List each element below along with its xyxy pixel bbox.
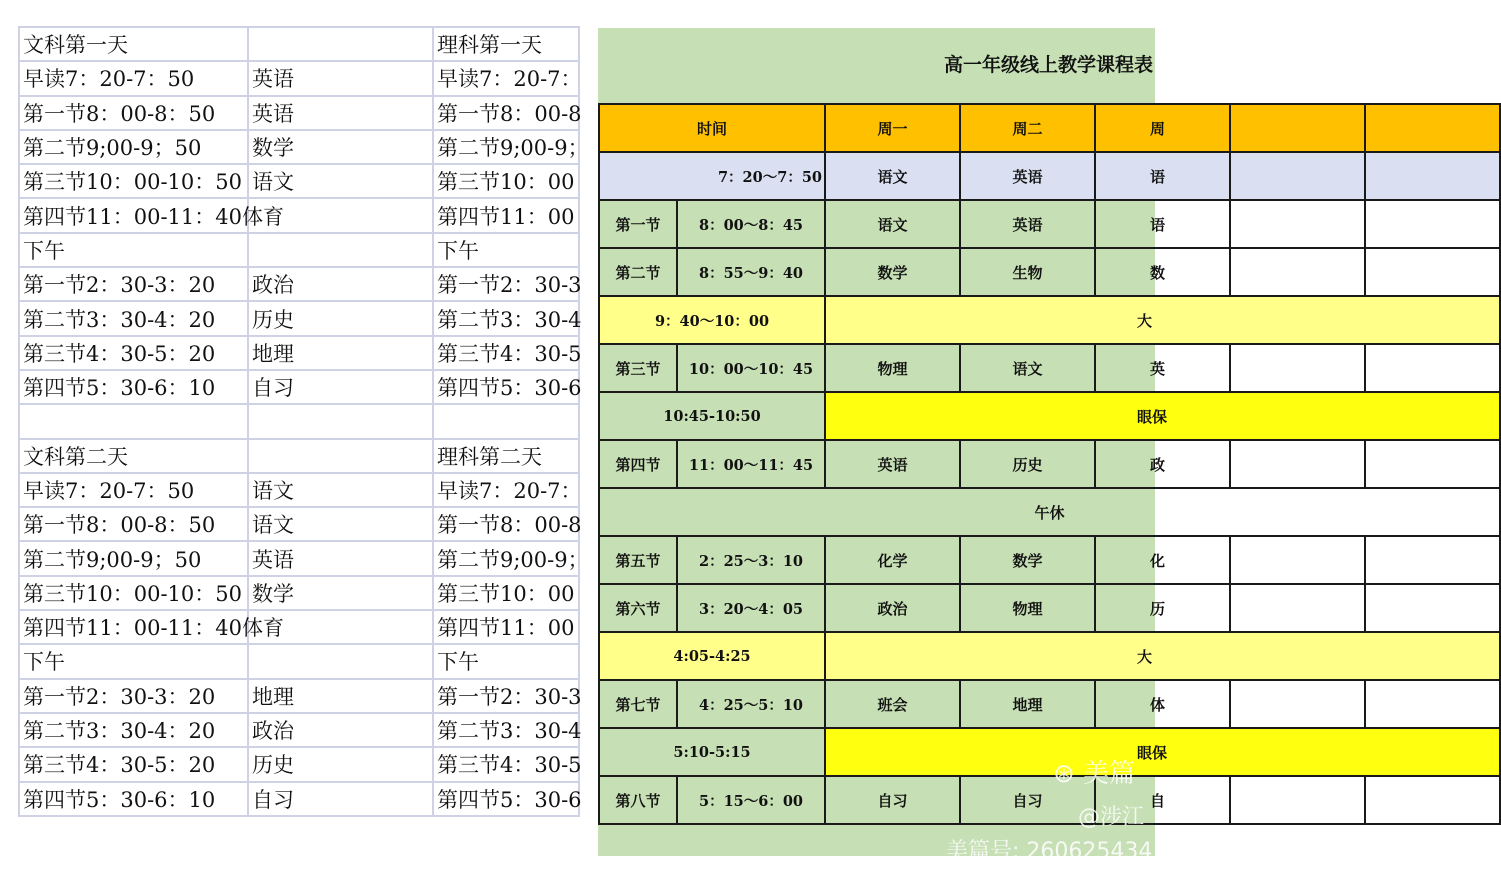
subject-cell bbox=[1365, 536, 1500, 584]
subject-cell bbox=[1230, 248, 1365, 296]
break-time: 5:10-5:15 bbox=[599, 728, 825, 776]
header-time: 时间 bbox=[599, 104, 825, 152]
table-row bbox=[19, 336, 579, 370]
period-name: 第一节 bbox=[599, 200, 677, 248]
eye-exercise-cell: 眼保 bbox=[825, 728, 1500, 776]
lunch-break-cell: 午休 bbox=[599, 488, 1500, 536]
subject-cell: 数 bbox=[1095, 248, 1230, 296]
subject-cell bbox=[1230, 536, 1365, 584]
subject-cell: 历 bbox=[1095, 584, 1230, 632]
table-row bbox=[19, 679, 579, 713]
subject-cell: 英 bbox=[1095, 344, 1230, 392]
arts-cell: 第二节3：30-4：20 bbox=[19, 301, 248, 335]
subject-cell: 语 bbox=[1095, 152, 1230, 200]
subject-cell: 数学 bbox=[825, 248, 960, 296]
subject-cell bbox=[1365, 200, 1500, 248]
science-cell: 理科第二天 bbox=[433, 439, 579, 473]
arts-cell: 早读7：20-7：50 bbox=[19, 61, 248, 95]
subject-cell: 自习 bbox=[248, 370, 433, 404]
science-cell: 早读7：20-7： bbox=[433, 473, 579, 507]
arts-cell: 第一节2：30-3：20 bbox=[19, 679, 248, 713]
table-row bbox=[19, 541, 579, 575]
arts-cell: 早读7：20-7：50 bbox=[19, 473, 248, 507]
period-name: 第三节 bbox=[599, 344, 677, 392]
subject-cell: 地理 bbox=[248, 336, 433, 370]
table-row bbox=[19, 61, 579, 95]
subject-cell bbox=[248, 439, 433, 473]
arts-cell: 第一节8：00-8：50 bbox=[19, 507, 248, 541]
period-time: 3：20～4：05 bbox=[677, 584, 825, 632]
science-cell: 下午 bbox=[433, 644, 579, 678]
science-cell: 第一节2：30-3 bbox=[433, 679, 579, 713]
arts-cell: 第四节5：30-6：10 bbox=[19, 782, 248, 816]
subject-cell: 数学 bbox=[248, 130, 433, 164]
subject-cell bbox=[1365, 248, 1500, 296]
header-day bbox=[1230, 104, 1365, 152]
period-time: 10：00～10：45 bbox=[677, 344, 825, 392]
subject-cell: 数学 bbox=[248, 576, 433, 610]
science-cell: 下午 bbox=[433, 233, 579, 267]
break-time: 10:45-10:50 bbox=[599, 392, 825, 440]
period-time: 2：25～3：10 bbox=[677, 536, 825, 584]
period-name: 第五节 bbox=[599, 536, 677, 584]
subject-cell: 语文 bbox=[248, 473, 433, 507]
table-row bbox=[599, 344, 1500, 392]
table-row bbox=[19, 233, 579, 267]
schedule-title: 高一年级线上教学课程表 bbox=[943, 54, 1153, 76]
watermark-logo bbox=[1053, 753, 1135, 790]
science-cell: 第四节11：00 bbox=[433, 198, 579, 232]
arts-cell: 第一节2：30-3：20 bbox=[19, 267, 248, 301]
subject-cell: 历史 bbox=[248, 301, 433, 335]
subject-cell: 政治 bbox=[825, 584, 960, 632]
arts-cell: 第二节9;00-9；50 bbox=[19, 541, 248, 575]
subject-cell: 历史 bbox=[960, 440, 1095, 488]
meipian-logo-icon: ⊛ bbox=[1053, 759, 1075, 789]
arts-cell: 第四节5：30-6：10 bbox=[19, 370, 248, 404]
break-time: 9：40～10：00 bbox=[599, 296, 825, 344]
subject-cell: 政治 bbox=[248, 267, 433, 301]
subject-cell: 生物 bbox=[960, 248, 1095, 296]
table-row bbox=[599, 728, 1500, 776]
table-row bbox=[19, 439, 579, 473]
arts-cell: 第一节8：00-8：50 bbox=[19, 96, 248, 130]
science-cell: 第三节10：00 bbox=[433, 576, 579, 610]
subject-cell: 自习 bbox=[960, 776, 1095, 824]
watermark-author: @涉江 bbox=[1078, 805, 1145, 830]
table-row bbox=[19, 96, 579, 130]
subject-cell bbox=[1365, 152, 1500, 200]
arts-cell: 下午 bbox=[19, 644, 248, 678]
table-row bbox=[599, 152, 1500, 200]
table-row bbox=[19, 404, 579, 438]
subject-cell: 语 bbox=[1095, 200, 1230, 248]
table-row bbox=[19, 713, 579, 747]
table-row bbox=[19, 747, 579, 781]
table-row bbox=[19, 576, 579, 610]
table-row bbox=[599, 776, 1500, 824]
subject-cell: 英语 bbox=[960, 200, 1095, 248]
table-row bbox=[19, 301, 579, 335]
arts-cell: 第三节4：30-5：20 bbox=[19, 747, 248, 781]
subject-cell: 语文 bbox=[960, 344, 1095, 392]
subject-cell: 物理 bbox=[960, 584, 1095, 632]
period-name: 第六节 bbox=[599, 584, 677, 632]
watermark-id: 美篇号: 260625434 bbox=[946, 839, 1153, 864]
subject-cell: 数学 bbox=[960, 536, 1095, 584]
science-cell: 第二节9;00-9； bbox=[433, 130, 579, 164]
header-day: 周二 bbox=[960, 104, 1095, 152]
liberal-science-schedule-table bbox=[18, 26, 589, 862]
grade-one-online-schedule bbox=[598, 28, 1168, 864]
morning-time: 7：20～7：50 bbox=[599, 152, 825, 200]
arts-cell: 第四节11：00-11：40体育 bbox=[19, 610, 248, 644]
science-cell: 第四节5：30-6 bbox=[433, 370, 579, 404]
table-row bbox=[19, 198, 579, 232]
eye-exercise-cell: 眼保 bbox=[825, 392, 1500, 440]
table-row bbox=[599, 536, 1500, 584]
period-name: 第二节 bbox=[599, 248, 677, 296]
arts-cell: 第三节4：30-5：20 bbox=[19, 336, 248, 370]
subject-cell: 英语 bbox=[825, 440, 960, 488]
subject-cell bbox=[1365, 776, 1500, 824]
subject-cell bbox=[1365, 584, 1500, 632]
science-cell: 第一节8：00-8 bbox=[433, 96, 579, 130]
subject-cell: 英语 bbox=[960, 152, 1095, 200]
science-cell: 早读7：20-7： bbox=[433, 61, 579, 95]
table-row bbox=[19, 164, 579, 198]
arts-cell: 第二节9;00-9；50 bbox=[19, 130, 248, 164]
subject-cell: 班会 bbox=[825, 680, 960, 728]
period-name: 第四节 bbox=[599, 440, 677, 488]
subject-cell: 物理 bbox=[825, 344, 960, 392]
table-row bbox=[19, 644, 579, 678]
subject-cell: 化 bbox=[1095, 536, 1230, 584]
subject-cell bbox=[1230, 680, 1365, 728]
subject-cell: 地理 bbox=[960, 680, 1095, 728]
subject-cell bbox=[1365, 680, 1500, 728]
subject-cell bbox=[1230, 152, 1365, 200]
subject-cell bbox=[248, 233, 433, 267]
science-cell: 第一节2：30-3 bbox=[433, 267, 579, 301]
science-cell: 第二节9;00-9； bbox=[433, 541, 579, 575]
science-cell: 第三节10：00 bbox=[433, 164, 579, 198]
table-row bbox=[599, 440, 1500, 488]
period-time: 11：00～11：45 bbox=[677, 440, 825, 488]
subject-cell: 政 bbox=[1095, 440, 1230, 488]
science-cell: 理科第一天 bbox=[433, 27, 579, 61]
arts-cell: 文科第一天 bbox=[19, 27, 248, 61]
arts-cell: 第四节11：00-11：40体育 bbox=[19, 198, 248, 232]
subject-cell: 语文 bbox=[248, 507, 433, 541]
table-row bbox=[599, 200, 1500, 248]
science-cell: 第三节4：30-5 bbox=[433, 336, 579, 370]
subject-cell: 语文 bbox=[825, 200, 960, 248]
science-cell: 第四节5：30-6 bbox=[433, 782, 579, 816]
subject-cell: 英语 bbox=[248, 96, 433, 130]
science-cell: 第二节3：30-4 bbox=[433, 713, 579, 747]
period-time: 8：00～8：45 bbox=[677, 200, 825, 248]
subject-cell bbox=[1230, 584, 1365, 632]
arts-cell: 第三节10：00-10：50 bbox=[19, 576, 248, 610]
period-time: 8：55～9：40 bbox=[677, 248, 825, 296]
table-row bbox=[599, 248, 1500, 296]
arts-cell: 第二节3：30-4：20 bbox=[19, 713, 248, 747]
subject-cell: 语文 bbox=[825, 152, 960, 200]
period-name: 第八节 bbox=[599, 776, 677, 824]
subject-cell: 自 bbox=[1095, 776, 1230, 824]
table-row bbox=[599, 392, 1500, 440]
watermark-brand: 美篇 bbox=[1083, 759, 1136, 789]
arts-cell: 文科第二天 bbox=[19, 439, 248, 473]
table-row bbox=[19, 27, 579, 61]
table-row bbox=[599, 680, 1500, 728]
subject-cell bbox=[1230, 344, 1365, 392]
subject-cell: 英语 bbox=[248, 541, 433, 575]
science-cell: 第四节11：00 bbox=[433, 610, 579, 644]
table-row bbox=[599, 296, 1500, 344]
subject-cell: 语文 bbox=[248, 164, 433, 198]
period-name: 第七节 bbox=[599, 680, 677, 728]
subject-cell bbox=[248, 404, 433, 438]
subject-cell: 体 bbox=[1095, 680, 1230, 728]
table-row bbox=[599, 584, 1500, 632]
science-cell: 第一节8：00-8 bbox=[433, 507, 579, 541]
subject-cell: 政治 bbox=[248, 713, 433, 747]
subject-cell: 历史 bbox=[248, 747, 433, 781]
table-row bbox=[599, 104, 1500, 152]
subject-cell bbox=[1365, 344, 1500, 392]
table-row bbox=[19, 130, 579, 164]
header-day: 周 bbox=[1095, 104, 1230, 152]
big-break-cell: 大 bbox=[825, 632, 1500, 680]
table-row bbox=[19, 473, 579, 507]
period-time: 4：25～5：10 bbox=[677, 680, 825, 728]
subject-cell: 地理 bbox=[248, 679, 433, 713]
arts-cell bbox=[19, 404, 248, 438]
arts-cell: 下午 bbox=[19, 233, 248, 267]
subject-cell bbox=[248, 644, 433, 678]
table-row bbox=[19, 370, 579, 404]
table-row bbox=[599, 488, 1500, 536]
subject-cell: 化学 bbox=[825, 536, 960, 584]
table-row bbox=[19, 507, 579, 541]
header-day bbox=[1365, 104, 1500, 152]
arts-cell: 第三节10：00-10：50 bbox=[19, 164, 248, 198]
table-row bbox=[19, 782, 579, 816]
science-cell: 第二节3：30-4 bbox=[433, 301, 579, 335]
big-break-cell: 大 bbox=[825, 296, 1500, 344]
subject-cell: 自习 bbox=[825, 776, 960, 824]
subject-cell bbox=[248, 27, 433, 61]
science-cell: 第三节4：30-5 bbox=[433, 747, 579, 781]
science-cell bbox=[433, 404, 579, 438]
table-row bbox=[19, 267, 579, 301]
subject-cell: 自习 bbox=[248, 782, 433, 816]
table-row bbox=[19, 610, 579, 644]
header-day: 周一 bbox=[825, 104, 960, 152]
subject-cell bbox=[1230, 776, 1365, 824]
subject-cell bbox=[1365, 440, 1500, 488]
table-row bbox=[599, 632, 1500, 680]
subject-cell bbox=[1230, 440, 1365, 488]
subject-cell bbox=[1230, 200, 1365, 248]
subject-cell: 英语 bbox=[248, 61, 433, 95]
period-time: 5：15～6：00 bbox=[677, 776, 825, 824]
break-time: 4:05-4:25 bbox=[599, 632, 825, 680]
